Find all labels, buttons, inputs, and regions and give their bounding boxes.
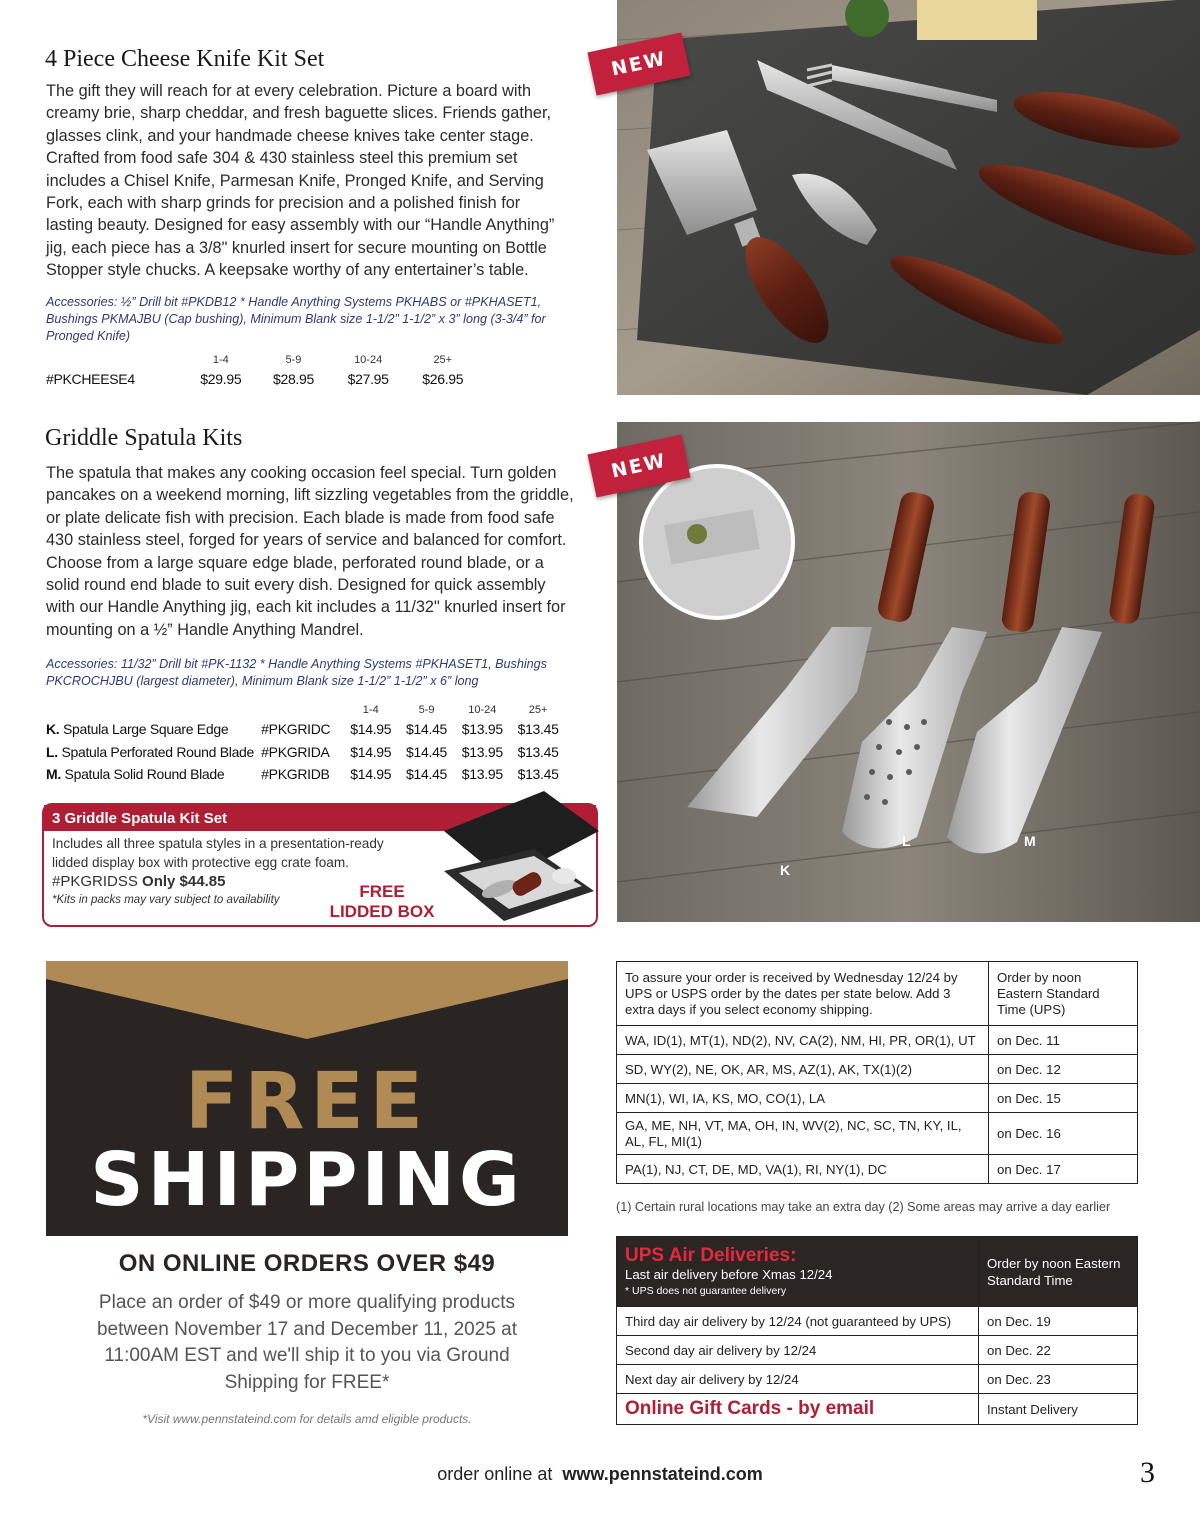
ground-footnote: (1) Certain rural locations may take an extra day (2) Some areas may arrive a day earlier <box>616 1200 1111 1214</box>
price: $13.45 <box>517 743 559 760</box>
order-date: on Dec. 16 <box>989 1113 1138 1155</box>
lidded-box-illustration <box>424 791 604 925</box>
details-line4: Shipping for FREE* <box>224 1371 390 1393</box>
gift-card-label: Online Gift Cards - by email <box>617 1394 979 1425</box>
new-badge: NEW <box>587 33 690 96</box>
shipping-text: SHIPPING <box>90 1137 524 1223</box>
spatula-photo <box>609 422 1200 922</box>
details-line3: 11:00AM EST and we'll ship it to you via Ground <box>104 1345 510 1366</box>
air-date: on Dec. 22 <box>979 1336 1138 1365</box>
price: $14.95 <box>350 743 392 760</box>
air-label: Second day air delivery by 12/24 <box>617 1336 979 1365</box>
air-title: UPS Air Deliveries: <box>625 1244 797 1266</box>
kit-set-box <box>42 803 598 927</box>
qty-header: 1-4 <box>212 354 229 366</box>
order-date: on Dec. 12 <box>989 1055 1138 1084</box>
price: $14.45 <box>406 766 448 783</box>
spatula-price-table <box>46 702 566 786</box>
air-subtitle: Last air delivery before Xmas 12/24 <box>625 1266 833 1282</box>
price: $14.45 <box>406 743 448 760</box>
air-label: Third day air delivery by 12/24 (not guaranteed by UPS) <box>617 1307 979 1336</box>
cheese-knife-photo <box>609 0 1200 395</box>
free-shipping-fineprint: *Visit www.pennstateind.com for details amd eligible products. <box>142 1412 472 1426</box>
lidded-box-label: LIDDED BOX <box>329 902 435 921</box>
qty-header: 5-9 <box>285 354 302 366</box>
row-name: Spatula Solid Round Blade <box>64 766 225 783</box>
kit-set-price: Only $44.85 <box>142 873 226 890</box>
price: $27.95 <box>347 371 389 388</box>
qty-header: 25+ <box>528 704 548 716</box>
footer <box>0 1464 1200 1485</box>
price: $14.95 <box>350 766 392 783</box>
cheese-price-table <box>46 352 486 391</box>
price: $28.95 <box>272 371 314 388</box>
price: $13.45 <box>517 766 559 783</box>
spatula-row-k <box>46 718 566 741</box>
page-number: 3 <box>1140 1456 1155 1489</box>
state-list: GA, ME, NH, VT, MA, OH, IN, WV(2), NC, SC, TN, KY, IL, AL, FL, MI(1) <box>617 1113 989 1155</box>
state-list: SD, WY(2), NE, OK, AR, MS, AZ(1), AK, TX(1)(2) <box>617 1055 989 1084</box>
row-letter: K. <box>46 721 60 738</box>
kit-set-title: 3 Griddle Spatula Kit Set <box>44 805 596 831</box>
kit-set-note: *Kits in packs may vary subject to availability <box>52 894 280 906</box>
ground-intro: To assure your order is received by Wednesday 12/24 by UPS or USPS order by the dates per state below. Add 3 extra days if you select economy shipping. <box>617 962 989 1026</box>
order-date: on Dec. 17 <box>989 1155 1138 1184</box>
state-list: MN(1), WI, IA, KS, MO, CO(1), LA <box>617 1084 989 1113</box>
ground-shipping-table <box>616 961 1138 1184</box>
sku: #PKGRIDC <box>261 721 331 738</box>
price: $13.95 <box>461 766 503 783</box>
price: $26.95 <box>422 371 464 388</box>
air-date: on Dec. 19 <box>979 1307 1138 1336</box>
price: $14.45 <box>406 721 448 738</box>
kit-set-sku: #PKGRIDSS <box>52 873 138 890</box>
row-letter: L. <box>46 743 58 760</box>
sku: #PKGRIDB <box>261 766 330 783</box>
cheese-accessories: Accessories: ½” Drill bit #PKDB12 * Handle Anything Systems PKHABS or #PKHASET1, Bushings PKMAJBU (Cap bushing), Minimum Blank size 1-1/2” 1-1/2” x 3” long (3-3/4” for Pronged Knife) <box>46 295 546 344</box>
row-name: Spatula Large Square Edge <box>63 721 229 738</box>
details-line1: Place an order of $49 or more qualifying products <box>98 1292 516 1313</box>
air-date: on Dec. 23 <box>979 1365 1138 1394</box>
qty-header: 1-4 <box>362 704 379 716</box>
footer-url-link[interactable]: www.pennstateind.com <box>562 1464 763 1484</box>
sku: #PKCHEESE4 <box>46 371 135 388</box>
spatula-accessories: Accessories: 11/32” Drill bit #PK-1132 * Handle Anything Systems #PKHASET1, Bushings PKCROCHJBU (largest diameter), Minimum Blank size 1-1/2” 1-1/2” x 6” long <box>46 657 547 689</box>
qty-header: 10-24 <box>354 354 383 366</box>
kit-set-line1: Includes all three spatula styles in a presentation-ready <box>52 836 384 851</box>
free-text: FREE <box>185 1057 429 1147</box>
row-letter: M. <box>46 766 61 783</box>
qty-header: 10-24 <box>468 704 497 716</box>
chevron-shape <box>46 961 568 1041</box>
free-label: FREE <box>359 882 405 901</box>
spatula-title: Griddle Spatula Kits <box>45 425 243 451</box>
new-badge: NEW <box>587 435 690 498</box>
order-date: on Dec. 11 <box>989 1026 1138 1055</box>
ground-head-right: Order by noon Eastern Standard Time (UPS) <box>989 962 1138 1026</box>
cheese-description: The gift they will reach for at every celebration. Picture a board with creamy brie, sharp cheddar, and fresh baguette slices. Friends gather, glasses clink, and your handmade cheese knives take center stage. Crafted from food safe 304 & 430 stainless steel this premium set includes a Chisel Knife, Parmesan Knife, Pronged Knife, and Serving Fork, each with sharp grinds for precision and a polished finish for lasting beauty. Designed for easy assembly with our “Handle Anything” jig, each piece has a 3/8" knurled insert for secure mounting on Bottle Stopper style chucks. A keepsake worthy of any entertainer’s table. <box>46 82 555 280</box>
spatula-row-m <box>46 763 566 786</box>
free-shipping-details <box>46 1290 568 1396</box>
row-name: Spatula Perforated Round Blade <box>61 743 255 760</box>
photo-label-l: L <box>902 833 911 849</box>
spatula-description: The spatula that makes any cooking occasion feel special. Turn golden pancakes on a weekend morning, lift sizzling vegetables from the griddle, or plate delicate fish with precision. Each blade is made from food safe 430 stainless steel, forged for years of service and balanced for comfort. Choose from a large square edge blade, perforated round blade, or a solid round end blade to suit every dish. Designed for quick assembly with our Handle Anything jig, each kit includes a 11/32" knurled insert for mounting on a ½” Handle Anything Mandrel. <box>46 464 574 639</box>
price: $13.95 <box>461 721 503 738</box>
state-list: WA, ID(1), MT(1), ND(2), NV, CA(2), NM, HI, PR, OR(1), UT <box>617 1026 989 1055</box>
photo-label-k: K <box>780 862 791 878</box>
sku: #PKGRIDA <box>261 743 330 760</box>
air-shipping-table <box>616 1236 1138 1425</box>
air-label: Next day air delivery by 12/24 <box>617 1365 979 1394</box>
price: $13.45 <box>517 721 559 738</box>
cheese-title: 4 Piece Cheese Knife Kit Set <box>45 46 325 72</box>
air-note: * UPS does not guarantee delivery <box>625 1284 787 1297</box>
cheese-knife-illustration <box>617 0 1200 395</box>
kit-set-line2: lidded display box with protective egg crate foam. <box>52 855 349 870</box>
gift-card-value: Instant Delivery <box>979 1394 1138 1425</box>
footer-prefix: order online at <box>437 1464 553 1484</box>
price: $14.95 <box>350 721 392 738</box>
photo-label-m: M <box>1024 833 1036 849</box>
free-shipping-subtitle: ON ONLINE ORDERS OVER $49 <box>118 1250 496 1277</box>
qty-header: 5-9 <box>418 704 435 716</box>
price: $13.95 <box>461 743 503 760</box>
price: $29.95 <box>200 371 242 388</box>
order-date: on Dec. 15 <box>989 1084 1138 1113</box>
free-shipping-banner <box>46 961 568 1236</box>
state-list: PA(1), NJ, CT, DE, MD, VA(1), RI, NY(1), DC <box>617 1155 989 1184</box>
qty-header: 25+ <box>433 354 453 366</box>
air-head-right: Order by noon Eastern Standard Time <box>979 1237 1138 1307</box>
details-line2: between November 17 and December 11, 2025 at <box>96 1318 518 1340</box>
spatula-row-l <box>46 741 566 764</box>
